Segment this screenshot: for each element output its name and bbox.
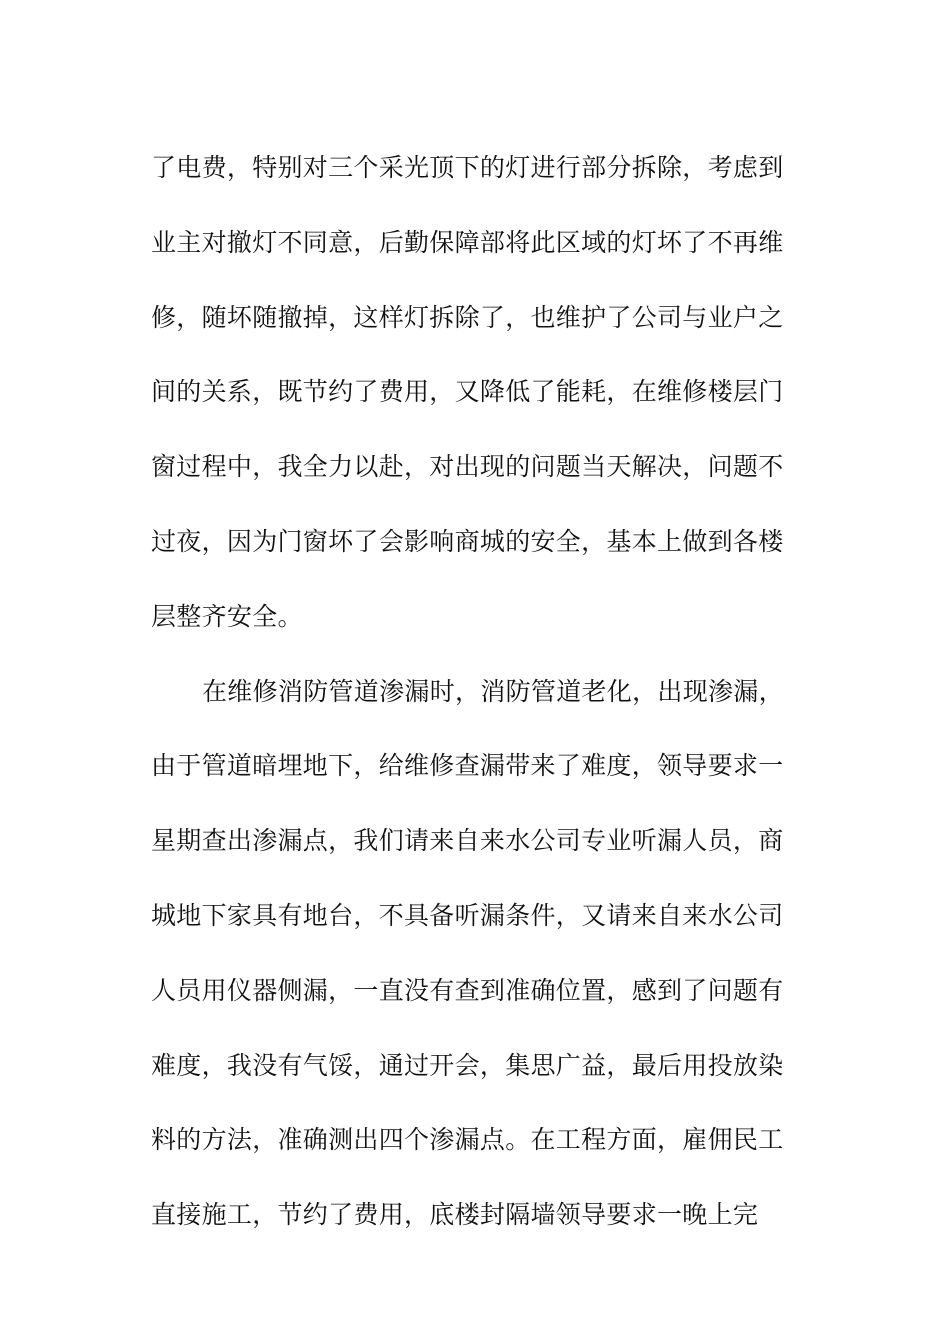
text-line: 由于管道暗埋地下，给维修查漏带来了难度，领导要求一 [151,751,784,781]
text-line: 星期查出渗漏点，我们请来自来水公司专业听漏人员，商 [151,826,784,856]
text-line: 业主对撤灯不同意，后勤保障部将此区域的灯坏了不再维 [151,227,784,257]
document-body [151,131,801,1253]
text-line: 难度，我没有气馁，通过开会，集思广益，最后用投放染 [151,1050,784,1080]
text-line: 了电费，特别对三个采光顶下的灯进行部分拆除，考虑到 [151,153,784,182]
text-line: 城地下家具有地台，不具备听漏条件，又请来自来水公司 [151,900,784,930]
text-line: 过夜，因为门窗坏了会影响商城的安全，基本上做到各楼 [151,526,784,556]
text-line: 层整齐安全。 [151,601,303,631]
text-line: 修，随坏随撤掉，这样灯拆除了，也维护了公司与业户之 [151,302,784,332]
text-line: 窗过程中，我全力以赴，对出现的问题当天解决，问题不 [151,452,784,482]
text-line: 直接施工，节约了费用，底楼封隔墙领导要求一晚上完 [151,1200,759,1230]
text-line: 间的关系，既节约了费用，又降低了能耗，在维修楼层门 [151,377,784,407]
text-line: 人员用仪器侧漏，一直没有查到准确位置，感到了问题有 [151,975,784,1005]
paragraph-start-line: 在维修消防管道渗漏时，消防管道老化，出现渗漏， [202,676,784,706]
text-line: 料的方法，准确测出四个渗漏点。在工程方面，雇佣民工 [151,1125,784,1155]
